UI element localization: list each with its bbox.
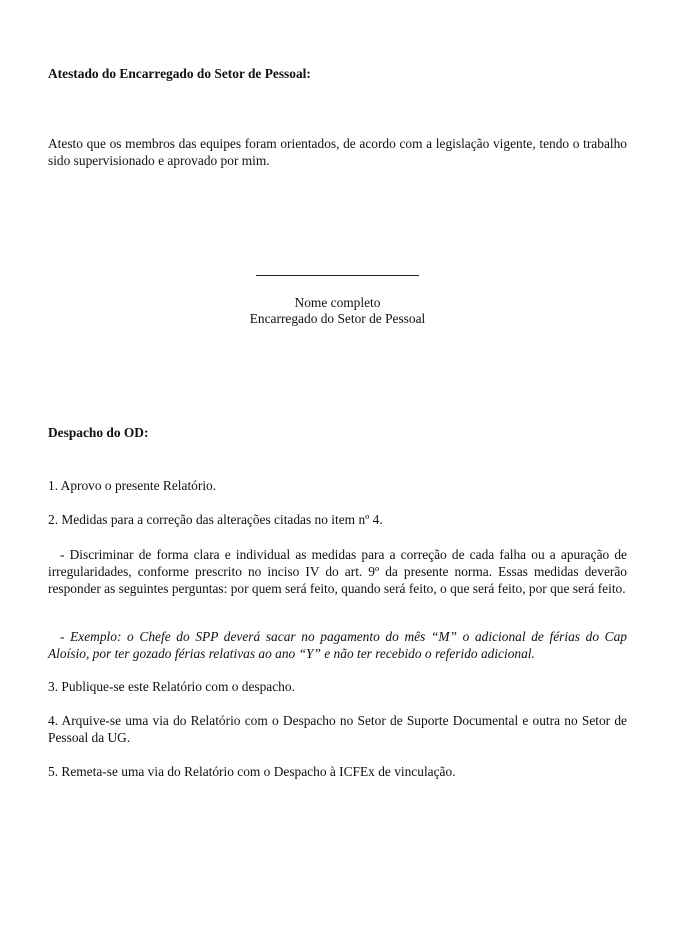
dispatch-heading: Despacho do OD: [48,425,149,440]
dispatch-item-1: 1. Aprovo o presente Relatório. [48,478,217,493]
attestation-heading: Atestado do Encarregado do Setor de Pessoal: [48,66,311,81]
dispatch-item-2-detail: - Discriminar de forma clara e individual as medidas para a correção de cada falha ou a apuração de irregularidades, conforme prescrito no inciso IV do art. 9º da presente norma. Essas medidas deverão responder as seguintes perguntas: por quem será feito, quando será feito, o que será feito, por que será feito. [48,547,627,596]
attestation-body: Atesto que os membros das equipes foram orientados, de acordo com a legislação vigente, tendo o trabalho sido supervisionado e aprovado por mim. [48,136,627,168]
signature-name: Nome completo [294,295,381,310]
dispatch-item-4: 4. Arquive-se uma via do Relatório com o Despacho no Setor de Suporte Documental e outra no Setor de Pessoal da UG. [48,713,627,745]
dispatch-item-5: 5. Remeta-se uma via do Relatório com o Despacho à ICFEx de vinculação. [48,764,456,779]
dispatch-item-2: 2. Medidas para a correção das alterações citadas no item nº 4. [48,512,383,527]
signature-role: Encarregado do Setor de Pessoal [249,311,426,326]
dispatch-item-3: 3. Publique-se este Relatório com o despacho. [48,679,295,694]
signature-line [256,275,419,276]
dispatch-item-2-example: - Exemplo: o Chefe do SPP deverá sacar no pagamento do mês “M” o adicional de férias do Cap Aloísio, por ter gozado férias relativas ao ano “Y” e não ter recebido o referido adicional. [48,629,627,661]
